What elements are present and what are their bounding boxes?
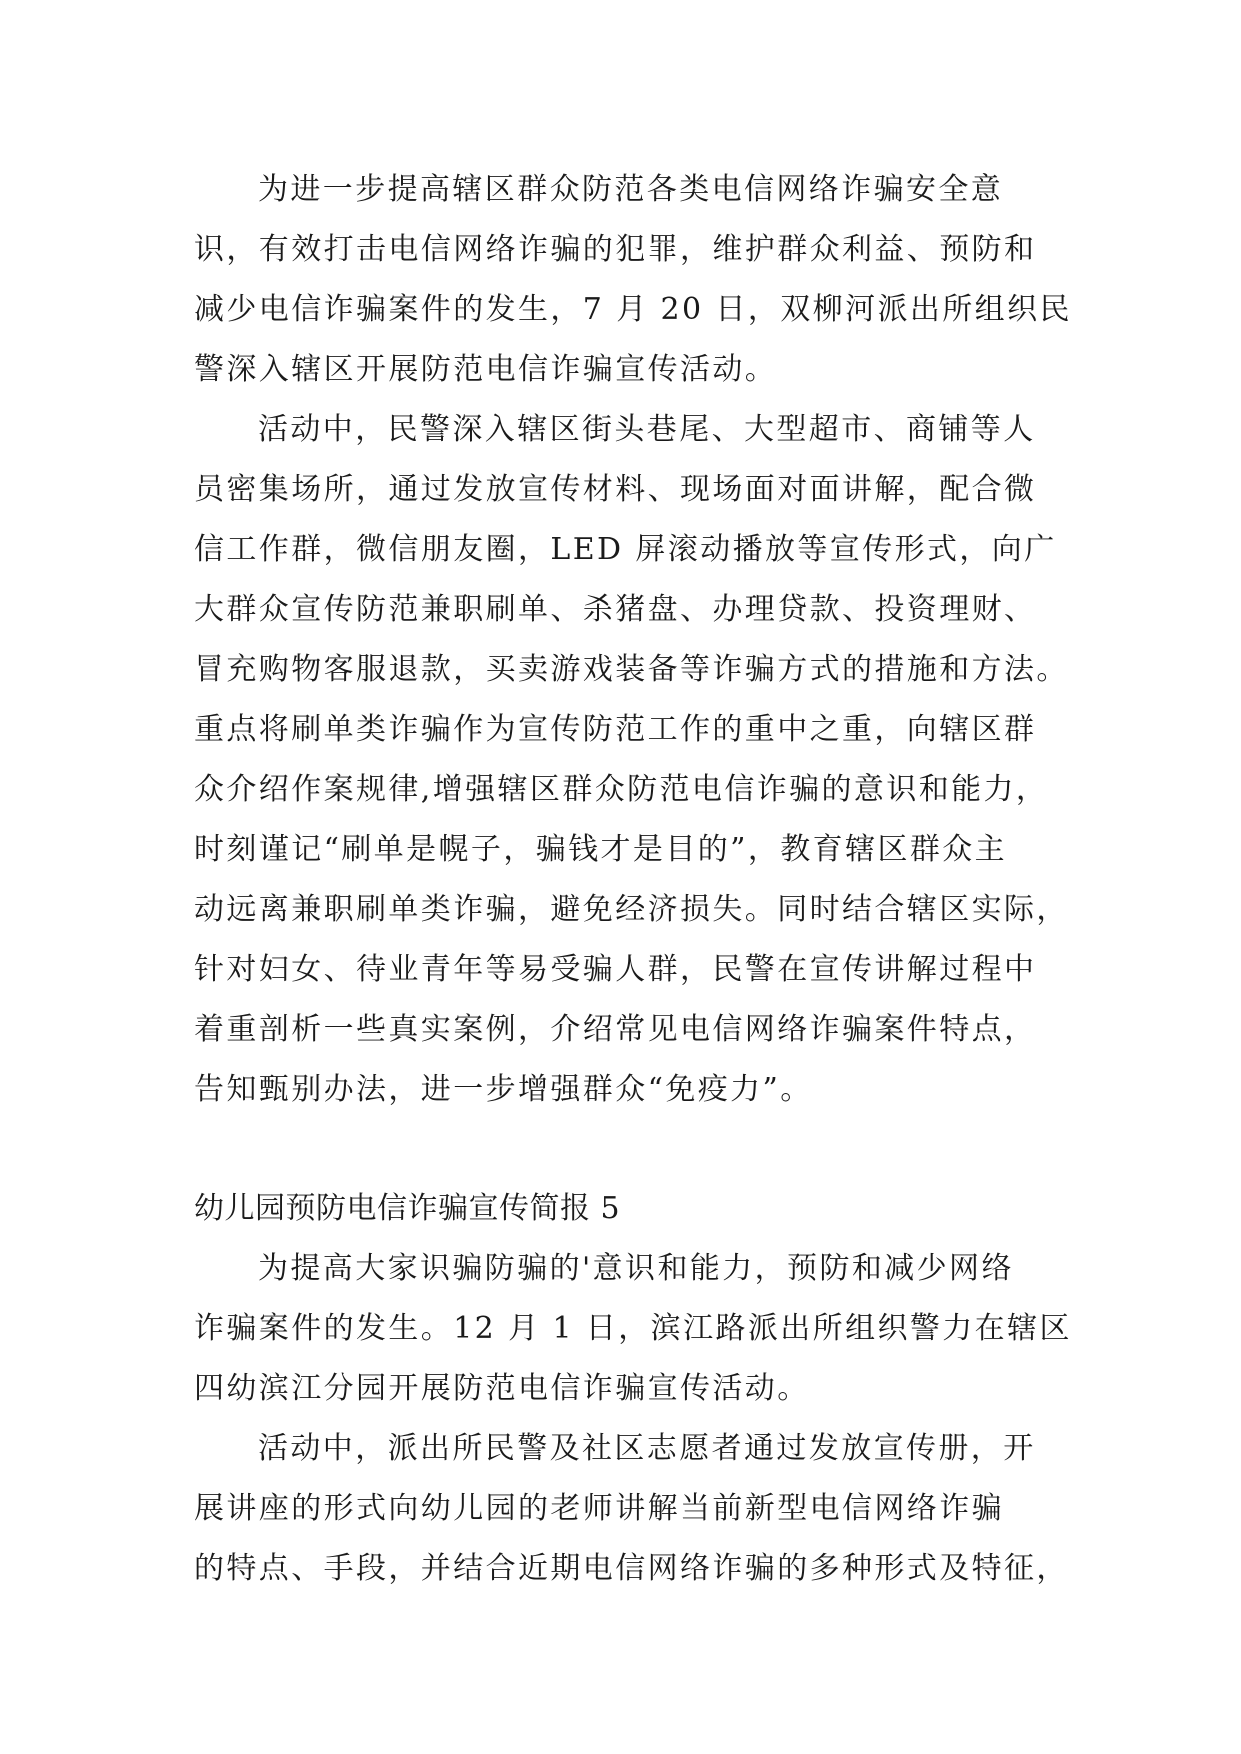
text-line: 的特点、手段，并结合近期电信网络诈骗的多种形式及特征， (194, 1551, 1069, 1586)
section-heading: 幼儿园预防电信诈骗宣传简报 5 (194, 1191, 621, 1226)
paragraph (194, 1239, 1072, 1419)
text-line: 为提高大家识骗防骗的'意识和能力，预防和减少网络 (258, 1251, 1014, 1286)
text-line: 警深入辖区开展防范电信诈骗宣传活动。 (194, 352, 778, 387)
text-line: 众介绍作案规律,增强辖区群众防范电信诈骗的意识和能力， (194, 772, 1049, 807)
text-line: 展讲座的形式向幼儿园的老师讲解当前新型电信网络诈骗 (194, 1491, 1004, 1526)
text-line: 着重剖析一些真实案例，介绍常见电信网络诈骗案件特点， (194, 1012, 1037, 1047)
text-line: 识，有效打击电信网络诈骗的犯罪，维护群众利益、预防和 (194, 232, 1037, 267)
text-line: 活动中，派出所民警及社区志愿者通过发放宣传册，开 (258, 1431, 1036, 1466)
text-line: 活动中，民警深入辖区街头巷尾、大型超市、商铺等人 (258, 412, 1036, 447)
text-line: 大群众宣传防范兼职刷单、杀猪盘、办理贷款、投资理财、 (194, 592, 1037, 627)
text-line: 重点将刷单类诈骗作为宣传防范工作的重中之重，向辖区群 (194, 712, 1037, 747)
text-line: 时刻谨记“刷单是幌子，骗钱才是目的”，教育辖区群众主 (194, 832, 1008, 867)
document-body (194, 160, 1072, 1599)
paragraph (194, 1419, 1069, 1599)
text-line: 员密集场所，通过发放宣传材料、现场面对面讲解，配合微 (194, 472, 1037, 507)
text-line: 冒充购物客服退款，买卖游戏装备等诈骗方式的措施和方法。 (194, 652, 1069, 687)
text-line: 诈骗案件的发生。12 月 1 日，滨江路派出所组织警力在辖区 (194, 1311, 1072, 1346)
paragraph (194, 400, 1069, 1120)
section-spacer (194, 1120, 1052, 1179)
text-line: 动远离兼职刷单类诈骗，避免经济损失。同时结合辖区实际， (194, 892, 1069, 927)
paragraph (194, 160, 1072, 400)
text-line: 四幼滨江分园开展防范电信诈骗宣传活动。 (194, 1371, 810, 1406)
text-line: 减少电信诈骗案件的发生，7 月 20 日，双柳河派出所组织民 (194, 292, 1072, 327)
text-line: 告知甄别办法，进一步增强群众“免疫力”。 (194, 1072, 813, 1107)
text-line: 针对妇女、待业青年等易受骗人群，民警在宣传讲解过程中 (194, 952, 1037, 987)
text-line: 信工作群，微信朋友圈，LED 屏滚动播放等宣传形式，向广 (194, 532, 1057, 567)
text-line: 为进一步提高辖区群众防范各类电信网络诈骗安全意 (258, 172, 1004, 207)
